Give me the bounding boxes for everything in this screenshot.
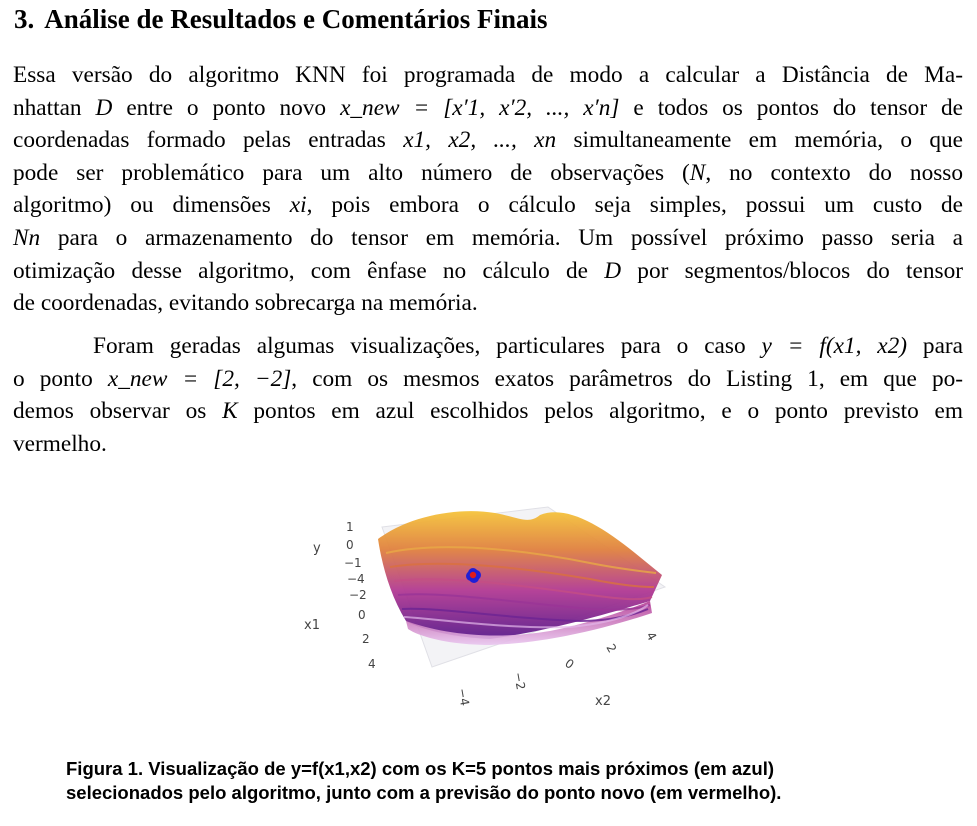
- x2-tick: −2: [511, 671, 528, 691]
- paragraph-knn-description: [13, 59, 963, 320]
- caption-line: Figura 1. Visualização de y=f(x1,x2) com os K=5 pontos mais próximos (em azul): [66, 758, 775, 779]
- surface-plot: [290, 505, 690, 720]
- figure-3d-surface: [290, 505, 690, 720]
- y-axis-title: y: [313, 541, 321, 556]
- math-D: D: [95, 94, 113, 121]
- text-line: coordenadas formado pelas entradas x1, x2, ..., xn simultaneamente em memória, o que: [13, 127, 964, 154]
- figure-caption: [66, 757, 926, 805]
- text-line: algoritmo) ou dimensões xi, pois embora o cálculo seja simples, possui um custo de: [13, 192, 964, 219]
- x2-axis-title: x2: [595, 694, 611, 709]
- x1-tick: 0: [358, 608, 366, 622]
- y-tick: −1: [344, 556, 362, 570]
- text-line: demos observar os K pontos em azul escolhidos pelos algoritmo, e o ponto previsto em: [13, 398, 964, 425]
- paragraph-visualizations: [13, 330, 963, 460]
- math-x-new-value: x_new = [2, −2]: [107, 365, 292, 392]
- text-line: o ponto x_new = [2, −2], com os mesmos exatos parâmetros do Listing 1, em que po-: [13, 365, 964, 392]
- x1-tick: 2: [362, 632, 370, 646]
- math-K: K: [222, 398, 238, 425]
- math-xi: xi: [289, 192, 307, 219]
- text-line: de coordenadas, evitando sobrecarga na memória.: [13, 290, 478, 317]
- math-y-f: y = f(x1, x2): [761, 333, 908, 359]
- section-title: Análise de Resultados e Comentários Finais: [44, 4, 548, 34]
- x2-tick: −4: [455, 687, 472, 707]
- math-D: D: [604, 257, 622, 284]
- y-tick: −2: [349, 588, 367, 602]
- math-x-new: x_new = [x′1, x′2, ..., x′n]: [340, 94, 620, 121]
- text-line: Essa versão do algoritmo KNN foi programada de modo a calcular a Distância de Ma-: [13, 62, 963, 88]
- math-inputs: x1, x2, ..., xn: [403, 127, 557, 154]
- x1-tick: 4: [368, 657, 376, 671]
- predicted-point-red: [470, 572, 476, 578]
- math-N-n: Nn: [13, 224, 41, 251]
- text-line: otimização desse algoritmo, com ênfase no cálculo de D por segmentos/blocos do tensor: [13, 257, 963, 284]
- x2-tick: 2: [603, 641, 620, 656]
- text-line: nhattan D entre o ponto novo x_new = [x′1, x′2, ..., x′n] e todos os pontos do tensor de: [13, 94, 964, 121]
- y-tick: 0: [346, 538, 354, 552]
- x1-axis-title: x1: [304, 618, 320, 633]
- text-line: vermelho.: [13, 430, 107, 457]
- y-tick: 1: [346, 520, 354, 534]
- text-line: Nn para o armazenamento do tensor em memória. Um possível próximo passo seria a: [13, 224, 964, 251]
- caption-line: selecionados pelo algoritmo, junto com a previsão do ponto novo (em vermelho).: [66, 782, 782, 803]
- x2-tick: 0: [562, 655, 577, 672]
- text-line: Foram geradas algumas visualizações, particulares para o caso y = f(x1, x2) para: [93, 333, 964, 359]
- text-line: pode ser problemático para um alto número de observações (N, no contexto do nosso: [13, 159, 964, 186]
- y-tick: −4: [347, 572, 365, 586]
- x2-tick: 4: [643, 629, 660, 644]
- section-heading: [14, 4, 548, 35]
- math-N: N: [689, 159, 706, 186]
- section-number: 3.: [14, 4, 35, 34]
